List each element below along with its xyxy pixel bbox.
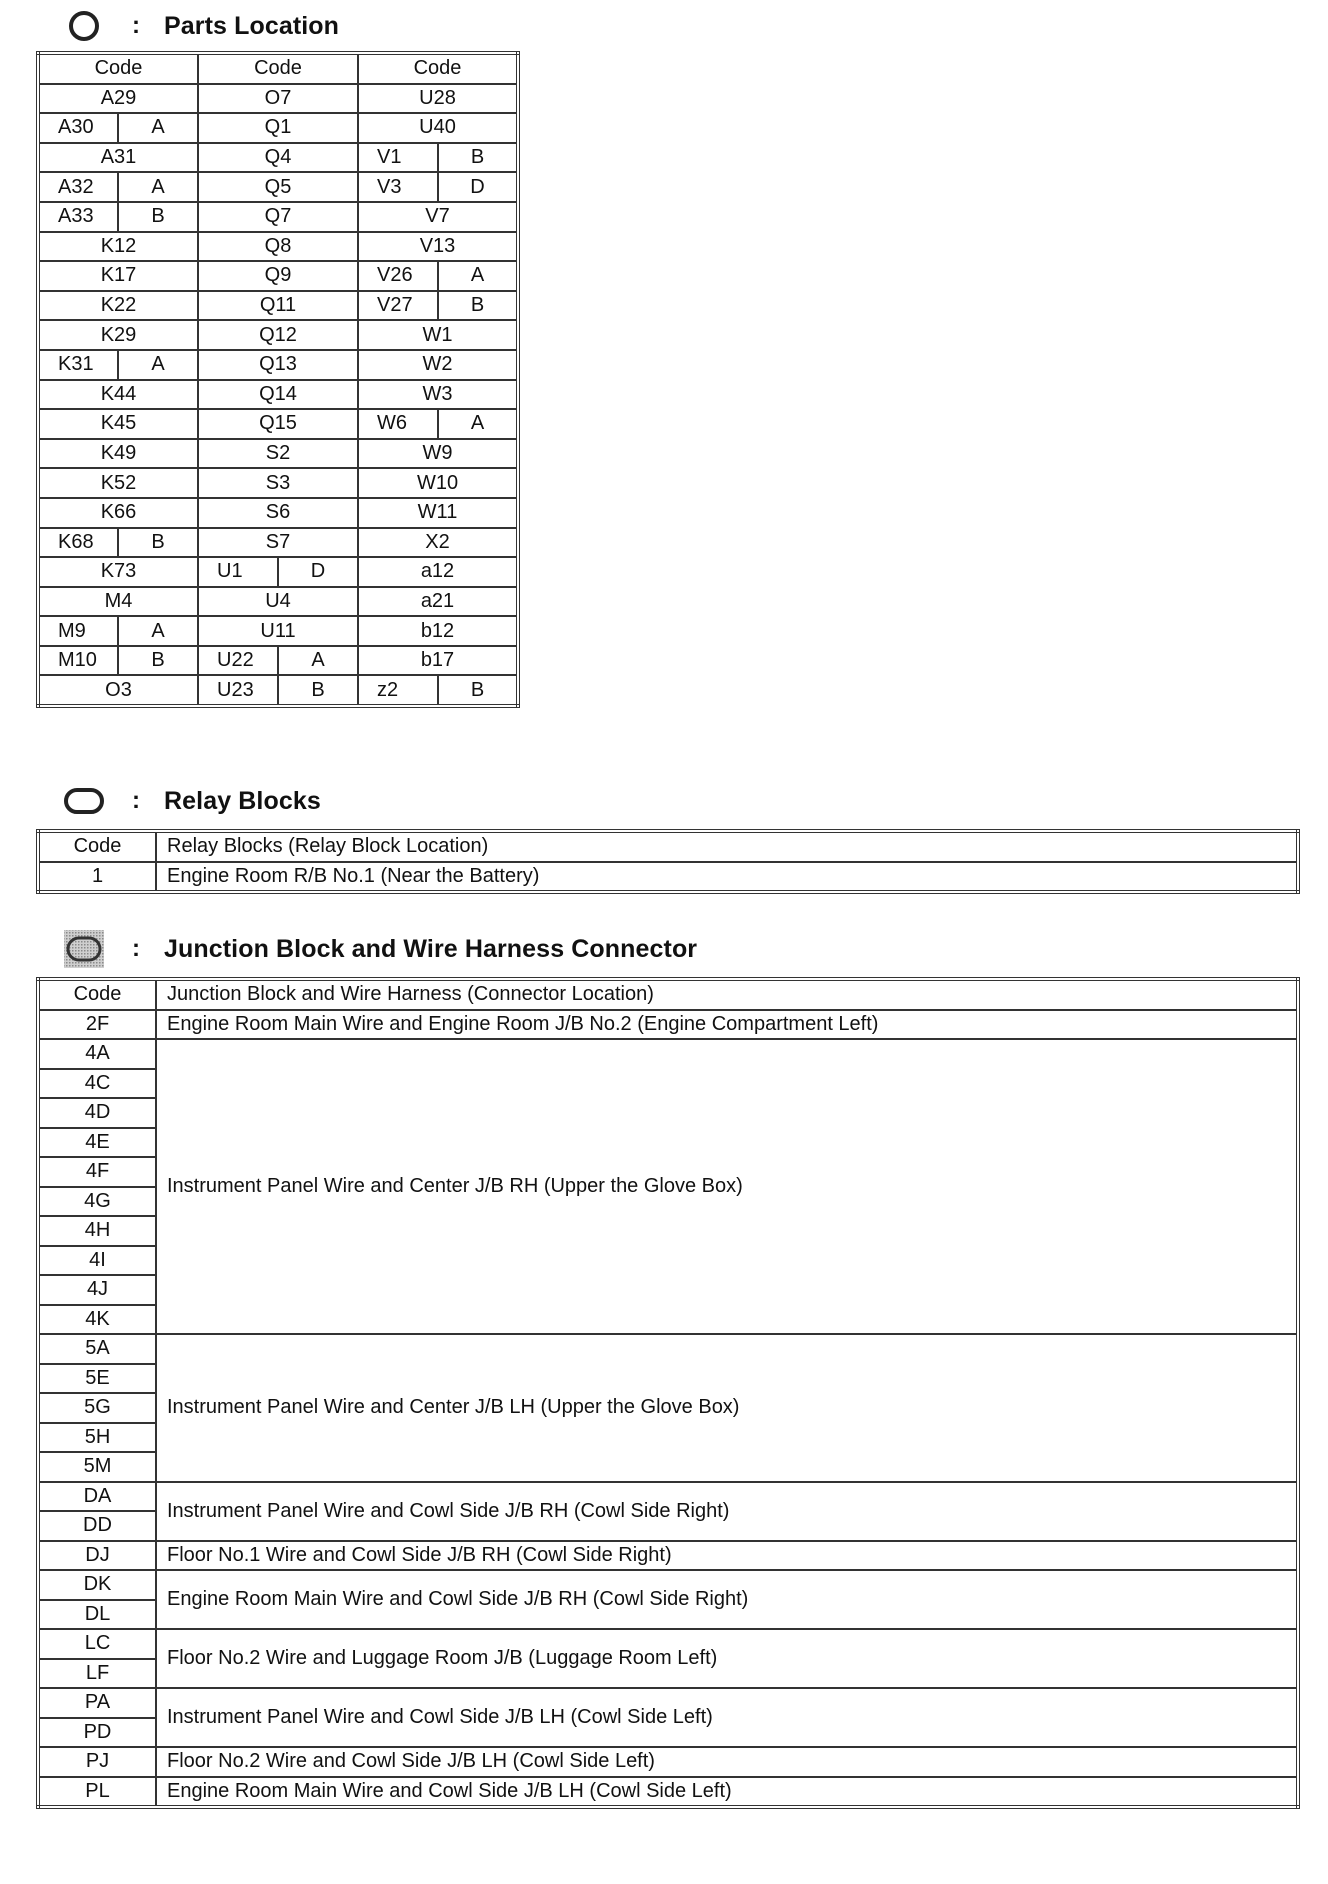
junction-row xyxy=(38,1541,1298,1571)
part-code: b12 xyxy=(358,616,518,646)
part-code: K22 xyxy=(38,291,198,321)
part-code: U11 xyxy=(198,616,358,646)
parts-row xyxy=(38,616,518,646)
part-code: Q12 xyxy=(198,320,358,350)
part-code: W6 xyxy=(358,409,438,439)
junction-desc-cell: Floor No.2 Wire and Cowl Side J/B LH (Cowl Side Left) xyxy=(156,1747,1298,1777)
part-code: A33 xyxy=(38,202,118,232)
junction-code-cell: 4D xyxy=(38,1098,156,1128)
part-code: Q8 xyxy=(198,232,358,262)
part-code: W10 xyxy=(358,468,518,498)
junction-desc-cell: Instrument Panel Wire and Cowl Side J/B LH (Cowl Side Left) xyxy=(156,1688,1298,1747)
part-code: K68 xyxy=(38,528,118,558)
part-code: U28 xyxy=(358,84,518,114)
parts-row xyxy=(38,468,518,498)
part-code: a21 xyxy=(358,587,518,617)
parts-row xyxy=(38,113,518,143)
part-code: V1 xyxy=(358,143,438,173)
part-code: V7 xyxy=(358,202,518,232)
part-connector-letter: B xyxy=(438,143,518,173)
part-code: K66 xyxy=(38,498,198,528)
junction-desc-header: Junction Block and Wire Harness (Connector Location) xyxy=(156,979,1298,1010)
junction-row xyxy=(38,1688,1298,1718)
part-code: U1 xyxy=(198,557,278,587)
part-connector-letter: B xyxy=(438,291,518,321)
part-code: S6 xyxy=(198,498,358,528)
junction-code-header: Code xyxy=(38,979,156,1010)
parts-location-table xyxy=(36,51,520,708)
relay-blocks-colon: : xyxy=(132,787,140,814)
parts-row xyxy=(38,320,518,350)
junction-block-title: Junction Block and Wire Harness Connector xyxy=(164,934,698,963)
part-code: O7 xyxy=(198,84,358,114)
part-code: Q7 xyxy=(198,202,358,232)
part-connector-letter: A xyxy=(118,616,198,646)
relay-blocks-heading xyxy=(62,783,321,819)
part-code: V13 xyxy=(358,232,518,262)
part-code: W9 xyxy=(358,439,518,469)
junction-code-cell: DD xyxy=(38,1511,156,1541)
part-connector-letter: A xyxy=(438,261,518,291)
junction-header-row xyxy=(38,979,1298,1010)
part-code: K17 xyxy=(38,261,198,291)
part-connector-letter: A xyxy=(118,113,198,143)
junction-row xyxy=(38,1629,1298,1659)
part-code: K44 xyxy=(38,380,198,410)
part-code: K73 xyxy=(38,557,198,587)
junction-code-cell: 5E xyxy=(38,1364,156,1394)
parts-row xyxy=(38,350,518,380)
junction-code-cell: 5H xyxy=(38,1423,156,1453)
part-code: K52 xyxy=(38,468,198,498)
junction-desc-cell: Engine Room Main Wire and Cowl Side J/B RH (Cowl Side Right) xyxy=(156,1570,1298,1629)
junction-code-cell: DL xyxy=(38,1600,156,1630)
junction-code-cell: 4E xyxy=(38,1128,156,1158)
parts-row xyxy=(38,291,518,321)
parts-row xyxy=(38,439,518,469)
parts-code-header: Code xyxy=(358,53,518,84)
parts-header-row xyxy=(38,53,518,84)
part-code: Q11 xyxy=(198,291,358,321)
junction-desc-cell: Floor No.1 Wire and Cowl Side J/B RH (Cowl Side Right) xyxy=(156,1541,1298,1571)
junction-code-cell: 4A xyxy=(38,1039,156,1069)
junction-row xyxy=(38,1010,1298,1040)
junction-code-cell: 4K xyxy=(38,1305,156,1335)
junction-code-cell: 5A xyxy=(38,1334,156,1364)
parts-row xyxy=(38,557,518,587)
part-code: b17 xyxy=(358,646,518,676)
part-code: Q1 xyxy=(198,113,358,143)
junction-desc-cell: Engine Room Main Wire and Cowl Side J/B LH (Cowl Side Left) xyxy=(156,1777,1298,1808)
junction-code-cell: 4F xyxy=(38,1157,156,1187)
part-code: X2 xyxy=(358,528,518,558)
junction-code-cell: DA xyxy=(38,1482,156,1512)
part-code: Q15 xyxy=(198,409,358,439)
part-code: U22 xyxy=(198,646,278,676)
part-code: O3 xyxy=(38,675,198,706)
junction-row xyxy=(38,1570,1298,1600)
relay-row xyxy=(38,862,1298,893)
junction-code-cell: PL xyxy=(38,1777,156,1808)
part-code: U40 xyxy=(358,113,518,143)
parts-row xyxy=(38,261,518,291)
part-code: V26 xyxy=(358,261,438,291)
parts-row xyxy=(38,587,518,617)
parts-row xyxy=(38,528,518,558)
part-code: U4 xyxy=(198,587,358,617)
part-code: M4 xyxy=(38,587,198,617)
relay-blocks-title: Relay Blocks xyxy=(164,786,321,815)
part-code: K49 xyxy=(38,439,198,469)
parts-row xyxy=(38,143,518,173)
part-connector-letter: A xyxy=(278,646,358,676)
part-code: S3 xyxy=(198,468,358,498)
junction-code-cell: 4H xyxy=(38,1216,156,1246)
junction-row xyxy=(38,1482,1298,1512)
relay-header-row xyxy=(38,831,1298,862)
circle-outline-icon xyxy=(62,10,106,42)
part-code: a12 xyxy=(358,557,518,587)
part-connector-letter: A xyxy=(118,172,198,202)
parts-row xyxy=(38,409,518,439)
part-code: Q4 xyxy=(198,143,358,173)
part-code: S2 xyxy=(198,439,358,469)
parts-code-header: Code xyxy=(198,53,358,84)
relay-code-header: Code xyxy=(38,831,156,862)
junction-block-table xyxy=(36,977,1300,1809)
relay-desc-header: Relay Blocks (Relay Block Location) xyxy=(156,831,1298,862)
part-connector-letter: B xyxy=(118,528,198,558)
junction-row xyxy=(38,1334,1298,1364)
part-connector-letter: D xyxy=(278,557,358,587)
junction-code-cell: 4C xyxy=(38,1069,156,1099)
rounded-rect-outline-icon xyxy=(62,785,106,817)
junction-code-cell: PD xyxy=(38,1718,156,1748)
junction-code-cell: DJ xyxy=(38,1541,156,1571)
part-code: V3 xyxy=(358,172,438,202)
part-code: A31 xyxy=(38,143,198,173)
part-code: K31 xyxy=(38,350,118,380)
parts-row xyxy=(38,498,518,528)
part-connector-letter: A xyxy=(438,409,518,439)
junction-row xyxy=(38,1777,1298,1808)
part-code: A29 xyxy=(38,84,198,114)
part-code: A32 xyxy=(38,172,118,202)
junction-desc-cell: Engine Room Main Wire and Engine Room J/B No.2 (Engine Compartment Left) xyxy=(156,1010,1298,1040)
part-code: S7 xyxy=(198,528,358,558)
part-code: Q14 xyxy=(198,380,358,410)
parts-row xyxy=(38,380,518,410)
junction-code-cell: 4I xyxy=(38,1246,156,1276)
junction-desc-cell: Instrument Panel Wire and Center J/B LH (Upper the Glove Box) xyxy=(156,1334,1298,1482)
parts-row xyxy=(38,172,518,202)
parts-location-colon: : xyxy=(132,12,140,39)
junction-code-cell: 4G xyxy=(38,1187,156,1217)
relay-desc-cell: Engine Room R/B No.1 (Near the Battery) xyxy=(156,862,1298,893)
parts-row xyxy=(38,232,518,262)
part-connector-letter: B xyxy=(438,675,518,706)
junction-row xyxy=(38,1747,1298,1777)
part-code: W3 xyxy=(358,380,518,410)
part-code: Q13 xyxy=(198,350,358,380)
parts-location-heading xyxy=(62,8,339,44)
junction-code-cell: 2F xyxy=(38,1010,156,1040)
part-code: Q5 xyxy=(198,172,358,202)
part-code: z2 xyxy=(358,675,438,706)
junction-row xyxy=(38,1039,1298,1069)
part-code: K29 xyxy=(38,320,198,350)
parts-location-title: Parts Location xyxy=(164,11,340,40)
part-connector-letter: D xyxy=(438,172,518,202)
junction-desc-cell: Instrument Panel Wire and Cowl Side J/B RH (Cowl Side Right) xyxy=(156,1482,1298,1541)
junction-code-cell: 4J xyxy=(38,1275,156,1305)
relay-blocks-table xyxy=(36,829,1300,894)
part-code: M10 xyxy=(38,646,118,676)
part-connector-letter: B xyxy=(278,675,358,706)
shaded-rounded-rect-icon xyxy=(62,933,106,965)
parts-row xyxy=(38,675,518,706)
junction-block-heading xyxy=(62,931,697,967)
parts-row xyxy=(38,202,518,232)
relay-code-cell: 1 xyxy=(38,862,156,893)
part-code: W2 xyxy=(358,350,518,380)
junction-desc-cell: Floor No.2 Wire and Luggage Room J/B (Luggage Room Left) xyxy=(156,1629,1298,1688)
junction-code-cell: PJ xyxy=(38,1747,156,1777)
part-code: W1 xyxy=(358,320,518,350)
part-code: W11 xyxy=(358,498,518,528)
part-code: K12 xyxy=(38,232,198,262)
part-code: K45 xyxy=(38,409,198,439)
junction-code-cell: LC xyxy=(38,1629,156,1659)
parts-row xyxy=(38,646,518,676)
part-code: M9 xyxy=(38,616,118,646)
parts-code-header: Code xyxy=(38,53,198,84)
part-connector-letter: B xyxy=(118,202,198,232)
junction-desc-cell: Instrument Panel Wire and Center J/B RH (Upper the Glove Box) xyxy=(156,1039,1298,1334)
junction-code-cell: 5G xyxy=(38,1393,156,1423)
part-code: V27 xyxy=(358,291,438,321)
part-code: U23 xyxy=(198,675,278,706)
junction-code-cell: LF xyxy=(38,1659,156,1689)
part-connector-letter: B xyxy=(118,646,198,676)
part-connector-letter: A xyxy=(118,350,198,380)
junction-code-cell: PA xyxy=(38,1688,156,1718)
junction-code-cell: DK xyxy=(38,1570,156,1600)
parts-row xyxy=(38,84,518,114)
junction-code-cell: 5M xyxy=(38,1452,156,1482)
part-code: Q9 xyxy=(198,261,358,291)
junction-block-colon: : xyxy=(132,935,140,962)
part-code: A30 xyxy=(38,113,118,143)
